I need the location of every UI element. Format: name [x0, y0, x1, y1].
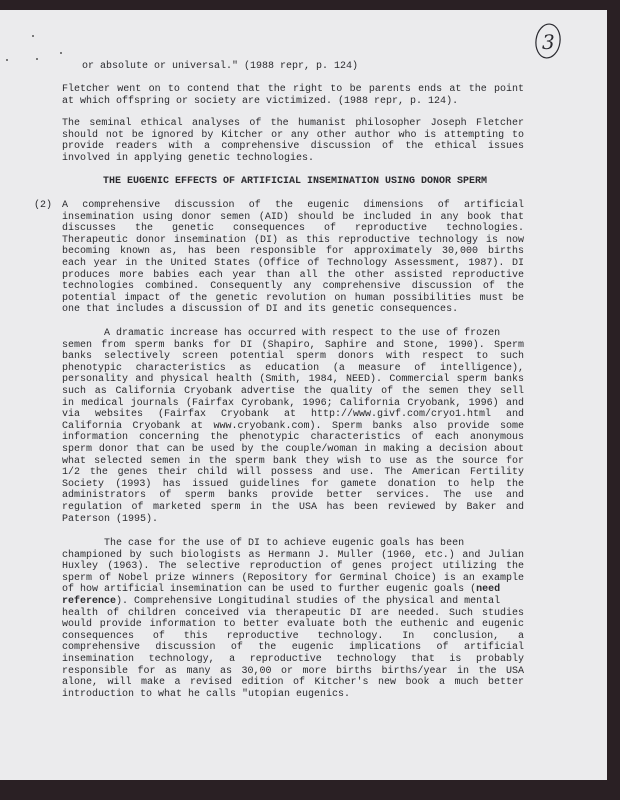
text-line: banks selectively screen potential sperm donors with respect to such [62, 351, 524, 363]
paragraph-2 [62, 200, 524, 316]
text-span: of how artificial insemination can be used to further eugenic goals ( [62, 584, 477, 596]
speck [32, 35, 34, 37]
page-number-text: 3 [542, 30, 555, 54]
section-heading: THE EUGENIC EFFECTS OF ARTIFICIAL INSEMINATION USING DONOR SPERM [102, 176, 488, 187]
text-line: sperm of Nobel prize winners (Repository for Germinal Choice) is an example [62, 572, 524, 584]
text-line: what selected semen in the sperm bank they wish to use as the source for [62, 455, 524, 467]
text-line: each year in the United States (Office of Technology Assessment, 1987). DI [62, 257, 524, 269]
text-line: semen from sperm banks for DI (Shapiro, Saphire and Stone, 1990). Sperm [62, 339, 524, 351]
text-line: should not be ignored by Kitcher or any other author who is attempting to [62, 129, 524, 141]
text-line: comprehensive discussion of the eugenic implications of artificial [62, 642, 524, 654]
text-line: insemination using donor semen (AID) should be included in any book that [62, 211, 524, 223]
text-line: in medical journals (Fairfax Cyrobank, 1996; California Cryobank, 1996) and [62, 397, 524, 409]
section-number: (2) [34, 200, 53, 211]
text-line: discusses the genetic consequences of reproductive technologies. [62, 223, 524, 235]
text-line: information concerning the phenotypic characteristics of each anonymous [62, 432, 524, 444]
paragraph-seminal [62, 118, 524, 164]
speck [60, 52, 62, 54]
text-line: alone, will make a revised edition of Kitcher's new book a much better [62, 677, 524, 689]
text-line: A dramatic increase has occurred with respect to the use of frozen [62, 328, 501, 339]
handwritten-page-number [533, 22, 563, 60]
text-line: provide readers with a comprehensive discussion of the ethical issues [62, 141, 524, 153]
text-line: sperm donor that can be used by the couple/woman in making a decision about [62, 443, 524, 455]
text-line: Fletcher went on to contend that the right to be parents ends at the point [62, 84, 524, 95]
text-line: involved in applying genetic technologies. [62, 152, 315, 164]
text-line: health of children conceived via therapeutic DI are needed. Such studies [62, 607, 524, 619]
text-line: would provide information to better evaluate both the euthenic and eugenic [62, 619, 524, 631]
paragraph-fletcher [62, 84, 524, 107]
paragraph-case [62, 538, 524, 700]
text-line: insemination technology, a reproductive technology that is probably [62, 653, 524, 665]
text-line: Therapeutic donor insemination (DI) as this reproductive technology is now [62, 234, 524, 246]
text-line: administrators of sperm banks provide better services. The use and [62, 490, 524, 502]
speck [6, 59, 8, 61]
text-line: regulation of marketed sperm in the USA has been reviewed by Baker and [62, 501, 524, 513]
text-line [62, 584, 524, 596]
text-line: produces more babies each year than all the other assisted reproductive [62, 269, 524, 281]
text-line: championed by such biologists as Hermann J. Muller (1960, etc.) and Julian [62, 549, 524, 561]
text-line: personality and physical health (Smith, 1984, NEED). Commercial sperm banks [62, 374, 524, 386]
text-line: via websites (Fairfax Cryobank at http://www.givf.com/cryo1.html and [62, 409, 524, 421]
text-line [62, 596, 524, 608]
text-line: potential impact of the genetic revolution on human possibilities must be [62, 292, 524, 304]
text-span: ). Comprehensive Longitudinal studies of the physical and mental [116, 595, 501, 607]
text-line: technologies combined. Consequently any comprehensive discussion of the [62, 281, 524, 293]
text-line: becoming known as, has been responsible for approximately 30,000 births [62, 246, 524, 258]
bold-note: need [476, 584, 501, 596]
text-line: such as California Cryobank advertise the quality of the semen they sell [62, 385, 524, 397]
text-line: Society (1993) has issued guidelines for gamete donation to help the [62, 478, 524, 490]
text-line: consequences of this reproductive technology. In conclusion, a [62, 630, 524, 642]
bold-note: reference [62, 595, 117, 607]
text-line: Huxley (1963). The selective reproduction of genes project utilizing the [62, 561, 524, 573]
text-line: 1/2 the genes their child will possess and use. The American Fertility [62, 467, 524, 479]
text-line: Paterson (1995). [62, 513, 159, 525]
text-line: responsible for as many as 30,00 or more births births/year in the USA [62, 665, 524, 677]
paragraph-dramatic [62, 328, 524, 525]
quote-end: or absolute or universal." (1988 repr, p. 124) [82, 61, 359, 72]
text-line: introduction to what he calls "utopian eugenics. [62, 688, 351, 700]
speck [36, 58, 38, 60]
text-line: at which offspring or society are victimized. (1988 repr, p. 124). [62, 95, 459, 107]
text-line: A comprehensive discussion of the eugenic dimensions of artificial [62, 200, 524, 211]
text-line: The case for the use of DI to achieve eugenic goals has been [62, 538, 465, 549]
text-line: The seminal ethical analyses of the humanist philosopher Joseph Fletcher [62, 118, 524, 129]
text-line: California Cryobank at www.cryobank.com). Sperm banks also provide some [62, 420, 524, 432]
text-line: phenotypic characteristics as education (a measure of intelligence), [62, 362, 524, 374]
text-line: one that includes a discussion of DI and its genetic consequences. [62, 304, 459, 316]
